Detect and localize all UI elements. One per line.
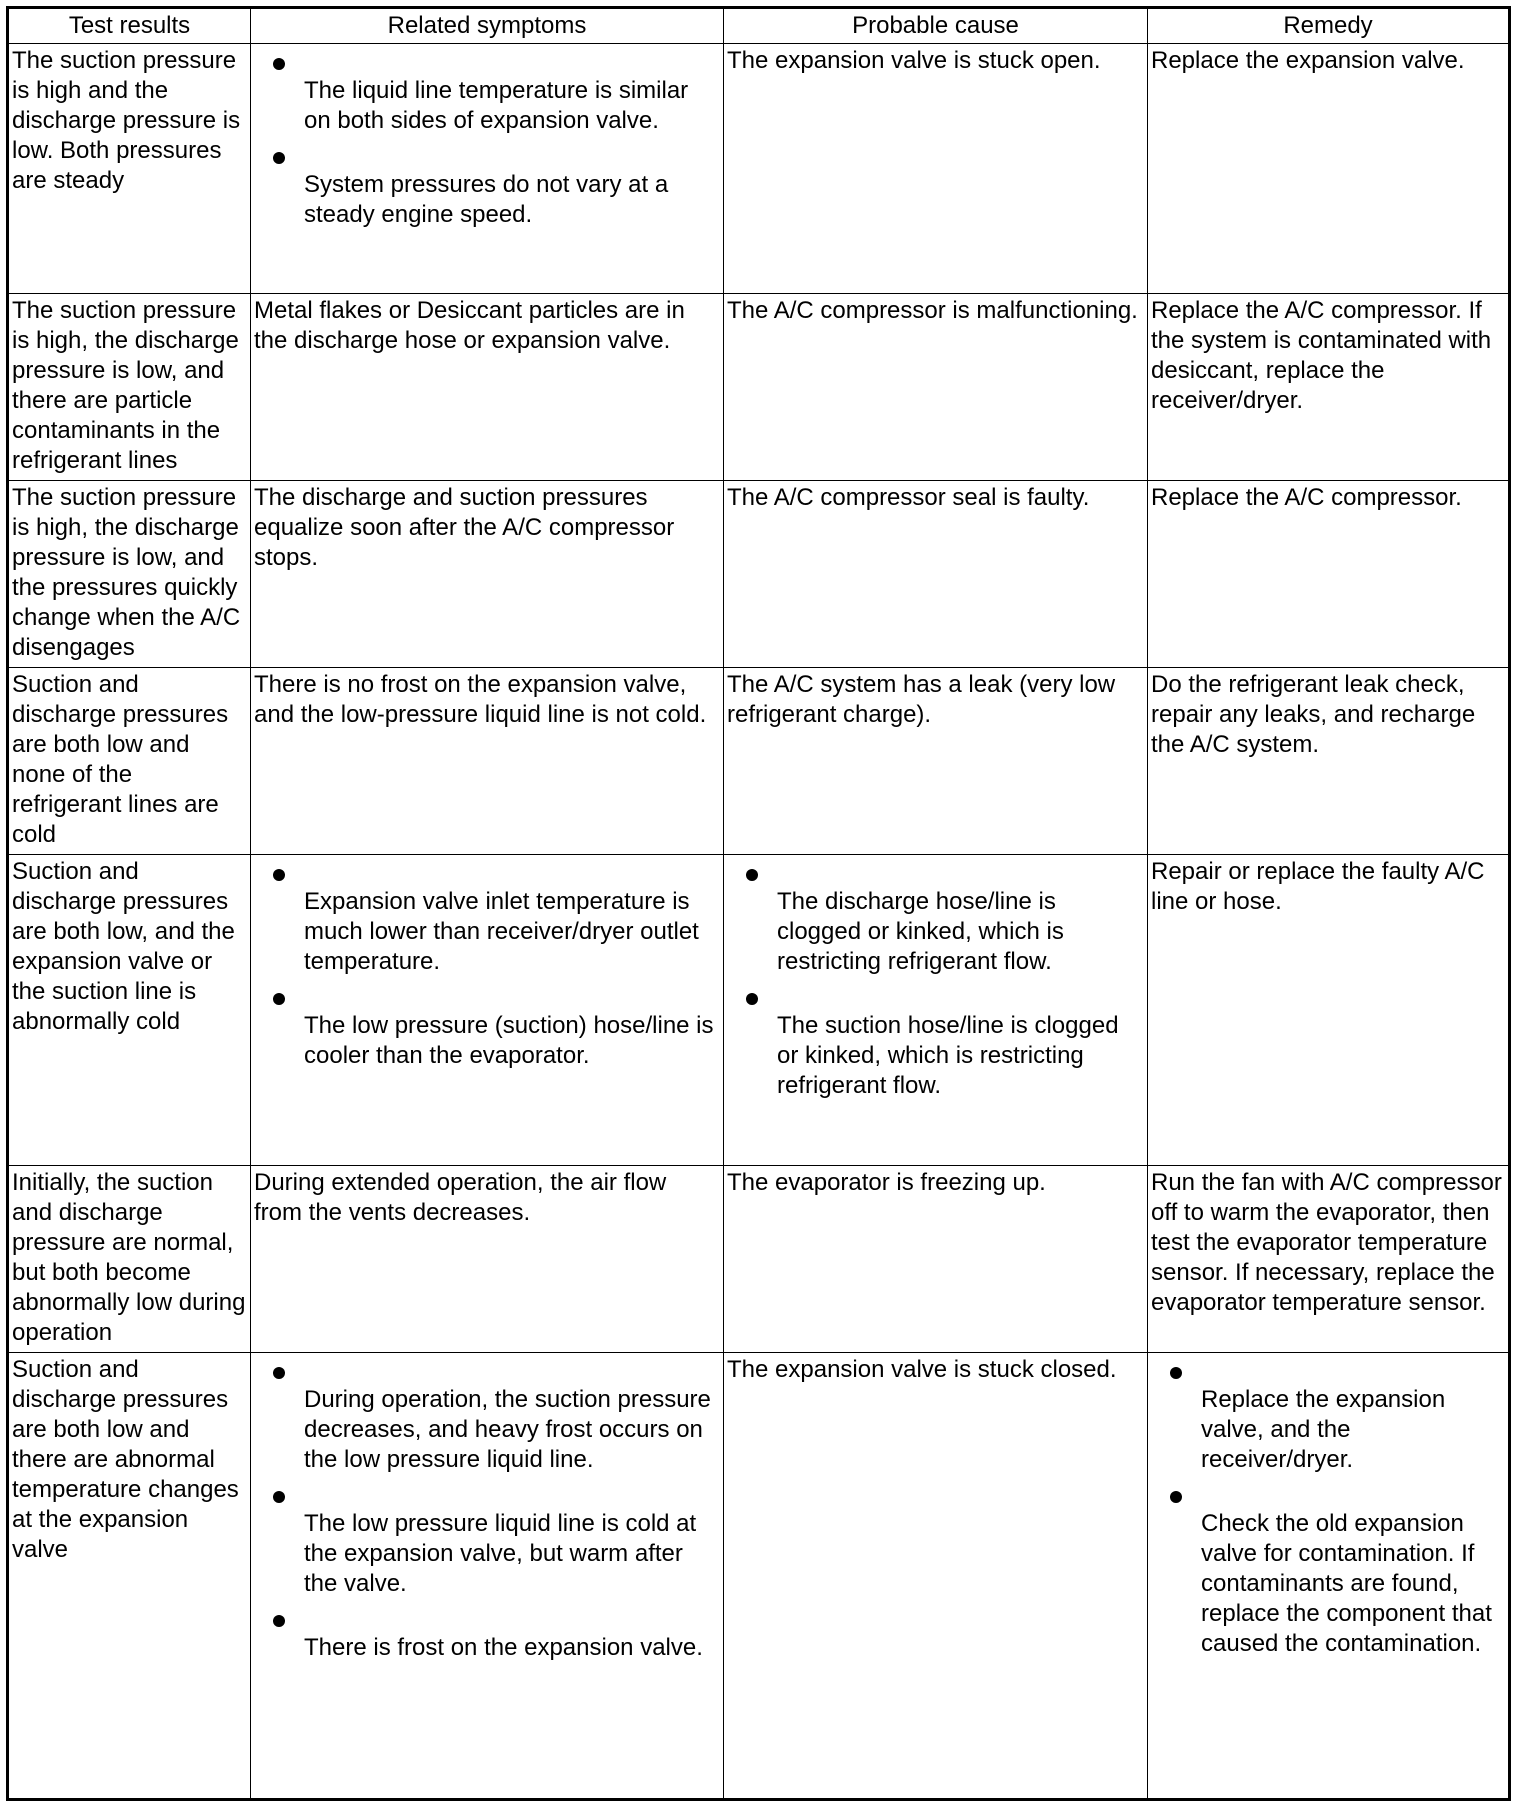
bullet-icon <box>273 1367 285 1379</box>
list-item: The low pressure liquid line is cold at the expansion valve, but warm after the valve. <box>254 1479 720 1599</box>
list-item: Replace the expansion valve, and the receiver/dryer. <box>1151 1355 1505 1475</box>
symptoms-cell <box>251 855 724 1166</box>
remedy-cell: Replace the A/C compressor. If the system is contaminated with desiccant, replace the receiver/dryer. <box>1148 294 1510 481</box>
document-page <box>6 6 1508 1801</box>
symptoms-cell <box>251 1353 724 1800</box>
list-item: The discharge hose/line is clogged or kinked, which is restricting refrigerant flow. <box>727 857 1144 977</box>
remedy-cell: Do the refrigerant leak check, repair any leaks, and recharge the A/C system. <box>1148 668 1510 855</box>
test-result-cell: The suction pressure is high, the discharge pressure is low, and there are particle contaminants in the refrigerant lines <box>8 294 251 481</box>
symptoms-cell: Metal flakes or Desiccant particles are in the discharge hose or expansion valve. <box>251 294 724 481</box>
symptoms-cell: The discharge and suction pressures equalize soon after the A/C compressor stops. <box>251 481 724 668</box>
ac-diagnosis-table <box>6 6 1511 1801</box>
remedy-cell: Run the fan with A/C compressor off to warm the evaporator, then test the evaporator temperature sensor. If necessary, replace the evaporator temperature sensor. <box>1148 1166 1510 1353</box>
bullet-icon <box>1170 1491 1182 1503</box>
header-related-symptoms: Related symptoms <box>251 8 724 44</box>
remedy-cell: Replace the A/C compressor. <box>1148 481 1510 668</box>
test-result-cell: Suction and discharge pressures are both low and none of the refrigerant lines are cold <box>8 668 251 855</box>
list-item: Check the old expansion valve for contamination. If contaminants are found, replace the component that caused the contamination. <box>1151 1479 1505 1659</box>
header-probable-cause: Probable cause <box>724 8 1148 44</box>
list-item: The liquid line temperature is similar on both sides of expansion valve. <box>254 46 720 136</box>
bullet-icon <box>273 869 285 881</box>
header-row <box>8 8 1510 44</box>
bullet-icon <box>273 993 285 1005</box>
cause-cell: The evaporator is freezing up. <box>724 1166 1148 1353</box>
bullet-icon <box>746 869 758 881</box>
cause-cell: The A/C compressor seal is faulty. <box>724 481 1148 668</box>
table-row <box>8 481 1510 668</box>
list-item: System pressures do not vary at a steady engine speed. <box>254 140 720 230</box>
bullet-icon <box>1170 1367 1182 1379</box>
list-item: There is frost on the expansion valve. <box>254 1603 720 1663</box>
symptoms-cell <box>251 44 724 294</box>
bullet-icon <box>273 1615 285 1627</box>
bullet-icon <box>273 58 285 70</box>
test-result-cell: The suction pressure is high, the discharge pressure is low, and the pressures quickly change when the A/C disengages <box>8 481 251 668</box>
test-result-cell: Suction and discharge pressures are both low and there are abnormal temperature changes at the expansion valve <box>8 1353 251 1800</box>
test-result-cell: Suction and discharge pressures are both low, and the expansion valve or the suction line is abnormally cold <box>8 855 251 1166</box>
list-item: The suction hose/line is clogged or kinked, which is restricting refrigerant flow. <box>727 981 1144 1101</box>
cause-cell: The expansion valve is stuck closed. <box>724 1353 1148 1800</box>
cause-cell: The A/C compressor is malfunctioning. <box>724 294 1148 481</box>
header-remedy: Remedy <box>1148 8 1510 44</box>
list-item: The low pressure (suction) hose/line is cooler than the evaporator. <box>254 981 720 1071</box>
bullet-icon <box>746 993 758 1005</box>
table-row <box>8 668 1510 855</box>
remedy-cell: Replace the expansion valve. <box>1148 44 1510 294</box>
table-row <box>8 855 1510 1166</box>
list-item: Expansion valve inlet temperature is much lower than receiver/dryer outlet temperature. <box>254 857 720 977</box>
cause-cell: The A/C system has a leak (very low refrigerant charge). <box>724 668 1148 855</box>
cause-cell <box>724 855 1148 1166</box>
remedy-cell <box>1148 1353 1510 1800</box>
symptoms-cell: During extended operation, the air flow from the vents decreases. <box>251 1166 724 1353</box>
test-result-cell: The suction pressure is high and the discharge pressure is low. Both pressures are steady <box>8 44 251 294</box>
table-row <box>8 294 1510 481</box>
cause-cell: The expansion valve is stuck open. <box>724 44 1148 294</box>
list-item: During operation, the suction pressure decreases, and heavy frost occurs on the low pressure liquid line. <box>254 1355 720 1475</box>
header-test-results: Test results <box>8 8 251 44</box>
table-row <box>8 1166 1510 1353</box>
symptoms-cell: There is no frost on the expansion valve, and the low-pressure liquid line is not cold. <box>251 668 724 855</box>
bullet-icon <box>273 152 285 164</box>
bullet-icon <box>273 1491 285 1503</box>
test-result-cell: Initially, the suction and discharge pressure are normal, but both become abnormally low during operation <box>8 1166 251 1353</box>
table-row <box>8 44 1510 294</box>
table-row <box>8 1353 1510 1800</box>
remedy-cell: Repair or replace the faulty A/C line or hose. <box>1148 855 1510 1166</box>
